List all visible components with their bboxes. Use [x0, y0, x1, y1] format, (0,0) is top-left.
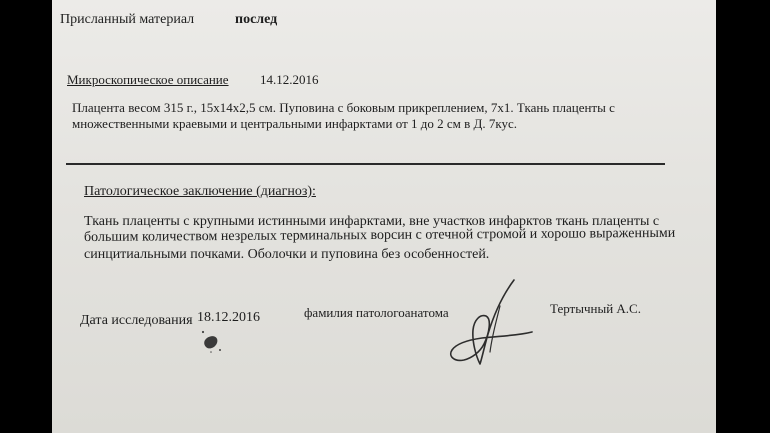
date-value: 18.12.2016	[197, 310, 260, 325]
section-divider	[66, 163, 665, 165]
micro-title: Микроскопическое описание	[67, 72, 229, 87]
material-label: Присланный материал	[60, 12, 195, 27]
micro-date: 14.12.2016	[260, 72, 319, 87]
micro-line-2: множественными краевыми и центральными инфарктами от 1 до 2 см в Д. 7кус.	[72, 116, 518, 131]
material-value: послед	[235, 12, 278, 27]
conclusion-line-2: большим количеством незрелых терминальных ворсин с отечной стромой и хорошо выраженными	[83, 225, 676, 245]
micro-line-1: Плацента весом 315 г., 15х14х2,5 см. Пуповина с боковым прикреплением, 7х1. Ткань плаценты с	[72, 100, 615, 115]
date-label: Дата исследования	[80, 313, 193, 328]
pathologist-name: Тертычный А.С.	[550, 301, 641, 316]
ink-blot	[197, 328, 227, 356]
conclusion-line-3: синцитиальными почками. Оболочки и пуповина без особенностей.	[84, 247, 490, 262]
report-sheet	[52, 0, 716, 433]
conclusion-title: Патологическое заключение (диагноз):	[84, 184, 316, 199]
signature-image	[442, 276, 542, 368]
pathologist-label: фамилия патологоанатома	[304, 305, 449, 320]
conclusion-line-1: Ткань плаценты с крупными истинными инфарктами, вне участков инфарктов ткань плаценты с	[84, 214, 660, 229]
